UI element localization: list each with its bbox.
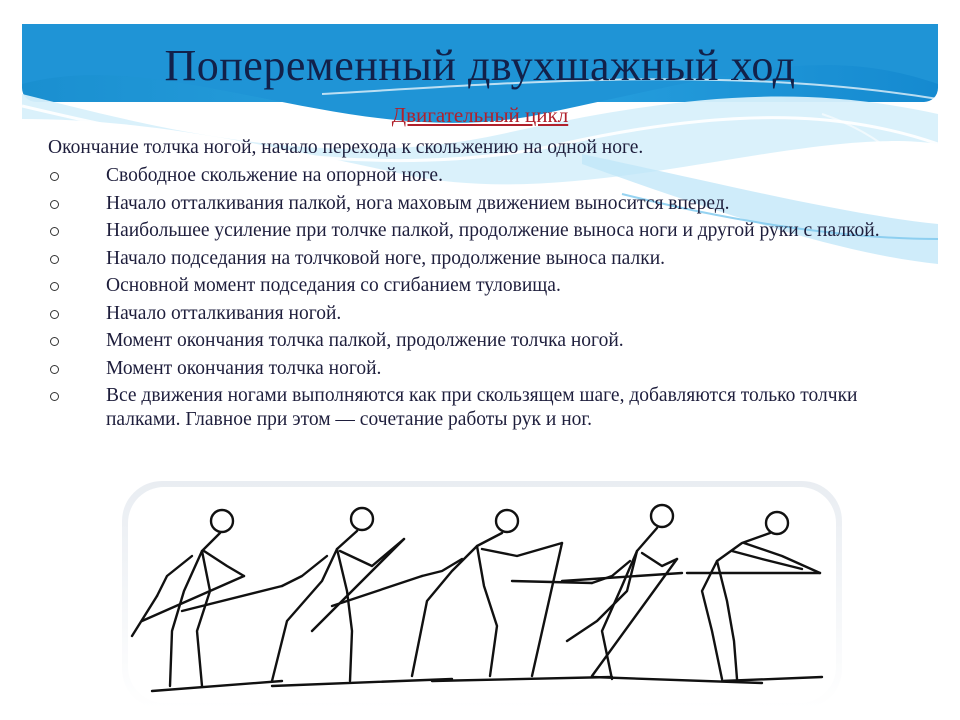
list-item bbox=[48, 164, 928, 188]
step-text: Наибольшее усиление при толчке палкой, продолжение выноса ноги и другой руки с палкой. bbox=[106, 220, 880, 241]
bullet-icon bbox=[50, 200, 59, 209]
list-item bbox=[48, 247, 928, 271]
bullet-icon bbox=[50, 227, 59, 236]
list-item bbox=[48, 384, 928, 432]
step-text: Основной момент подседания со сгибанием туловища. bbox=[106, 275, 561, 296]
step-text: Начало отталкивания ногой. bbox=[106, 302, 342, 324]
bullet-icon bbox=[50, 282, 59, 291]
slide-title: Попеременный двухшажный ход bbox=[164, 41, 796, 90]
step-text: Начало подседания на толчковой ноге, продолжение выноса палки. bbox=[106, 247, 666, 269]
skier-sequence-icon bbox=[122, 481, 842, 709]
bullet-icon bbox=[50, 392, 59, 401]
list-item bbox=[48, 274, 928, 298]
step-text: Начало отталкивания палкой, нога маховым движением выносится вперед. bbox=[106, 192, 730, 214]
skier-illustration bbox=[122, 481, 842, 709]
list-item bbox=[48, 357, 928, 381]
bullet-icon bbox=[50, 172, 59, 181]
step-text: Все движения ногами выполняются как при скользящем шаге, добавляются только толчки палками. Главное при этом — сочетание работы рук и ног. bbox=[106, 385, 858, 430]
bullet-icon bbox=[50, 255, 59, 264]
intro-text: Окончание толчка ногой, начало перехода к скольжению на одной ноге. bbox=[48, 137, 644, 158]
bullet-icon bbox=[50, 365, 59, 374]
step-list bbox=[48, 164, 928, 436]
bullet-icon bbox=[50, 337, 59, 346]
bullet-icon bbox=[50, 310, 59, 319]
list-item bbox=[48, 302, 928, 326]
list-item bbox=[48, 219, 928, 243]
step-text: Свободное скольжение на опорной ноге. bbox=[106, 165, 443, 186]
step-text: Момент окончания толчка ногой. bbox=[106, 357, 382, 379]
list-item bbox=[48, 192, 928, 216]
slide-subtitle: Двигательный цикл bbox=[391, 103, 569, 127]
list-item bbox=[48, 329, 928, 353]
step-text: Момент окончания толчка палкой, продолжение толчка ногой. bbox=[106, 330, 624, 351]
